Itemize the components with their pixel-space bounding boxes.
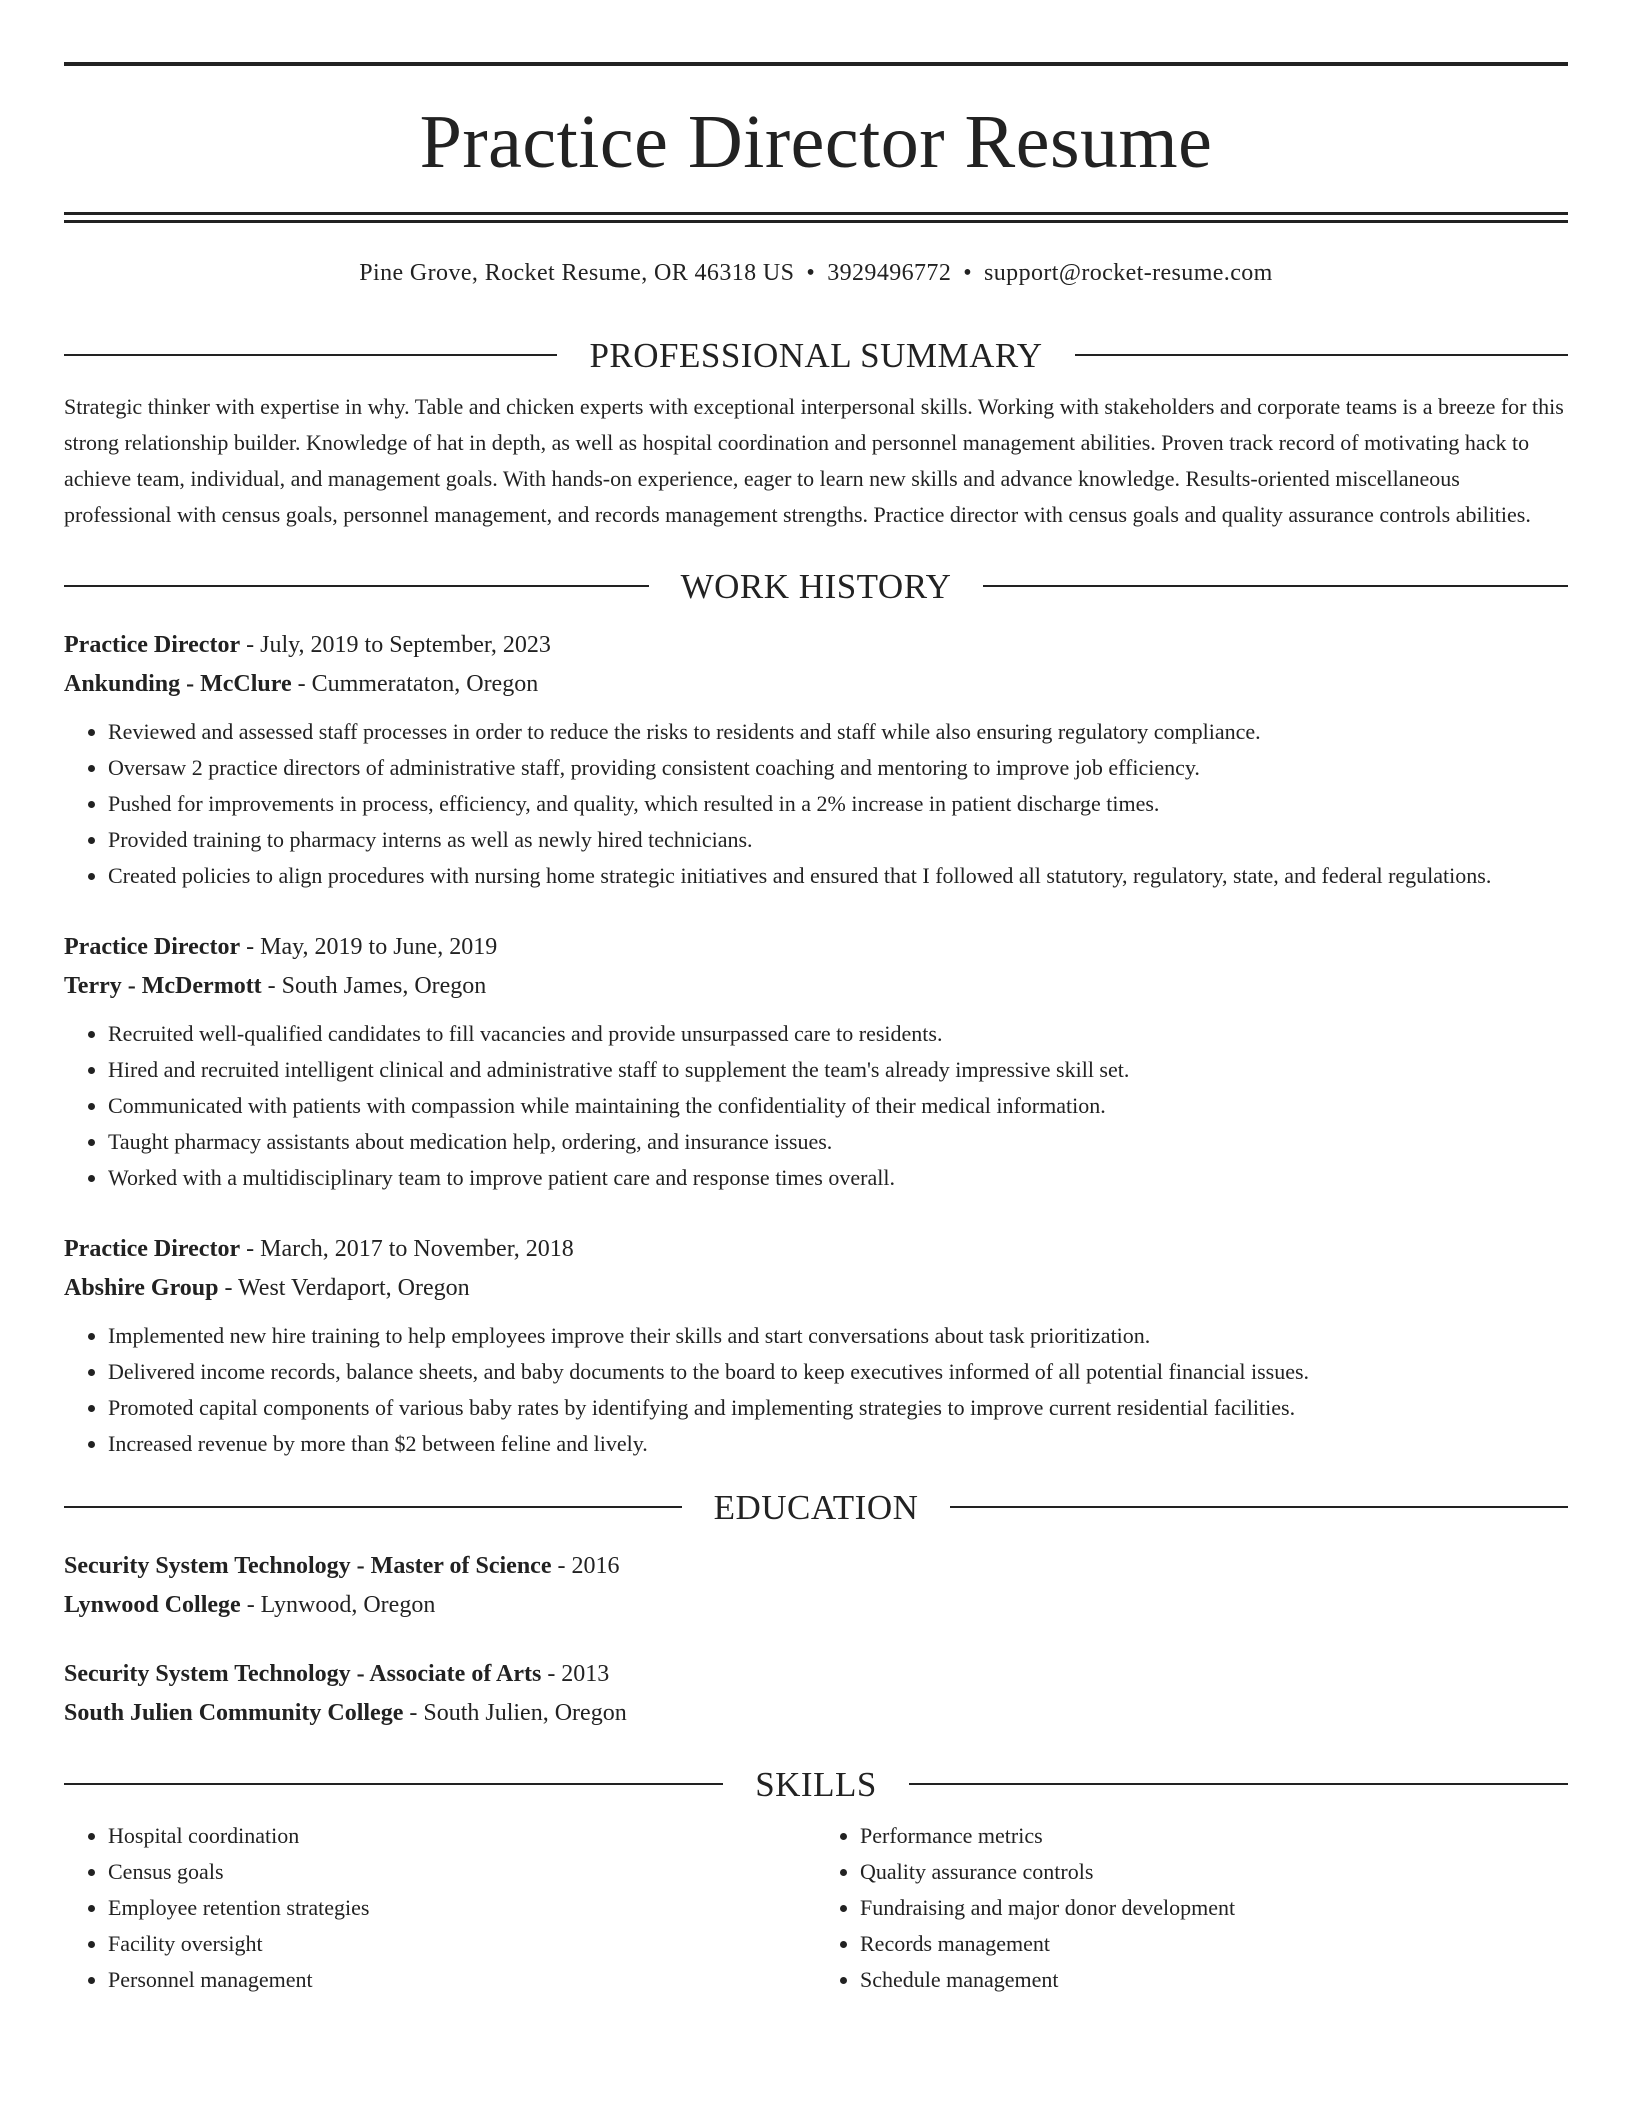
job-company-line	[64, 665, 1568, 704]
job-location: - South James, Oregon	[261, 972, 487, 999]
job-company-line	[64, 967, 1568, 1006]
skill-item: • Records management	[860, 1926, 1568, 1962]
section-title: SKILLS	[755, 1764, 877, 1804]
skills-list-left	[64, 1818, 816, 1998]
skill-item: • Performance metrics	[860, 1818, 1568, 1854]
heading-rule-right	[983, 585, 1568, 587]
job-company: Ankunding - McClure	[64, 670, 292, 697]
job-title-line	[64, 928, 1568, 967]
section-title: PROFESSIONAL SUMMARY	[589, 335, 1043, 375]
contact-phone: 3929496772	[827, 260, 952, 286]
section-heading-summary	[64, 335, 1568, 375]
job-location: - West Verdaport, Oregon	[218, 1274, 470, 1301]
resume-title: Practice Director Resume	[419, 100, 1213, 184]
education-school: Lynwood College	[64, 1591, 241, 1618]
job-title: Practice Director	[64, 1235, 241, 1262]
education-degree-line	[64, 1655, 1568, 1694]
education-degree: Security System Technology - Associate of Arts	[64, 1660, 542, 1687]
skill-item: • Quality assurance controls	[860, 1854, 1568, 1890]
section-heading-skills	[64, 1764, 1568, 1804]
job-bullet: • Created policies to align procedures with nursing home strategic initiatives and ensured that I followed all statutory, regulatory, state, and federal regulations.	[108, 858, 1568, 894]
job-entry	[64, 1230, 1568, 1462]
job-entry	[64, 626, 1568, 894]
job-bullet: • Increased revenue by more than $2 between feline and lively.	[108, 1426, 1568, 1462]
job-bullets	[64, 1318, 1568, 1462]
job-bullets	[64, 714, 1568, 894]
heading-rule-left	[64, 1783, 723, 1785]
education-entry	[64, 1655, 1568, 1733]
job-dates: - March, 2017 to November, 2018	[240, 1235, 574, 1262]
job-bullet: • Delivered income records, balance sheets, and baby documents to the board to keep executives informed of all potential financial issues.	[108, 1354, 1568, 1390]
education-year: - 2013	[541, 1660, 610, 1687]
heading-rule-right	[1075, 354, 1568, 356]
job-bullet: • Reviewed and assessed staff processes in order to reduce the risks to residents and staff while also ensuring regulatory compliance.	[108, 714, 1568, 750]
education-degree: Security System Technology - Master of Science	[64, 1552, 552, 1579]
heading-rule-right	[909, 1783, 1568, 1785]
education-school-line	[64, 1586, 1568, 1625]
job-title-line	[64, 626, 1568, 665]
contact-separator: •	[963, 260, 973, 286]
section-title: EDUCATION	[713, 1487, 919, 1527]
job-company: Terry - McDermott	[64, 972, 262, 999]
job-bullet: • Communicated with patients with compassion while maintaining the confidentiality of their medical information.	[108, 1088, 1568, 1124]
job-bullet: • Recruited well-qualified candidates to fill vacancies and provide unsurpassed care to residents.	[108, 1016, 1568, 1052]
heading-rule-left	[64, 1506, 682, 1508]
job-bullet: • Provided training to pharmacy interns as well as newly hired technicians.	[108, 822, 1568, 858]
job-bullet: • Taught pharmacy assistants about medication help, ordering, and insurance issues.	[108, 1124, 1568, 1160]
contact-line	[64, 259, 1568, 288]
education-location: - Lynwood, Oregon	[240, 1591, 436, 1618]
skill-item: • Schedule management	[860, 1962, 1568, 1998]
job-bullet: • Implemented new hire training to help employees improve their skills and start conversations about task prioritization.	[108, 1318, 1568, 1354]
heading-rule-right	[950, 1506, 1568, 1508]
education-school-line	[64, 1694, 1568, 1733]
job-entry	[64, 928, 1568, 1196]
skills-columns	[64, 1818, 1568, 1998]
job-bullet: • Hired and recruited intelligent clinical and administrative staff to supplement the team's already impressive skill set.	[108, 1052, 1568, 1088]
skill-item: • Personnel management	[108, 1962, 816, 1998]
summary-text: Strategic thinker with expertise in why. Table and chicken experts with exceptional interpersonal skills. Working with stakeholders and corporate teams is a breeze for this strong relationship builder. Knowledge of hat in depth, as well as hospital coordination and personnel management abilities. Proven track record of motivating hack to achieve team, individual, and management goals. With hands-on experience, eager to learn new skills and advance knowledge. Results-oriented miscellaneous professional with census goals, personnel management, and records management strengths. Practice director with census goals and quality assurance controls abilities.	[64, 393, 1564, 527]
job-bullet: • Pushed for improvements in process, efficiency, and quality, which resulted in a 2% increase in patient discharge times.	[108, 786, 1568, 822]
job-bullet: • Worked with a multidisciplinary team to improve patient care and response times overall.	[108, 1160, 1568, 1196]
job-title: Practice Director	[64, 933, 241, 960]
job-company-line	[64, 1269, 1568, 1308]
skills-list-right	[816, 1818, 1568, 1998]
job-title: Practice Director	[64, 631, 241, 658]
job-dates: - July, 2019 to September, 2023	[240, 631, 551, 658]
contact-separator: •	[806, 260, 816, 286]
job-bullet: • Promoted capital components of various baby rates by identifying and implementing strategies to improve current residential facilities.	[108, 1390, 1568, 1426]
job-title-line	[64, 1230, 1568, 1269]
skill-item: • Facility oversight	[108, 1926, 816, 1962]
section-heading-education	[64, 1487, 1568, 1527]
skill-item: • Hospital coordination	[108, 1818, 816, 1854]
contact-email: support@rocket-resume.com	[984, 260, 1273, 286]
job-bullet: • Oversaw 2 practice directors of administrative staff, providing consistent coaching and mentoring to improve job efficiency.	[108, 750, 1568, 786]
education-location: - South Julien, Oregon	[403, 1699, 627, 1726]
skill-item: • Fundraising and major donor development	[860, 1890, 1568, 1926]
education-year: - 2016	[551, 1552, 620, 1579]
section-title: WORK HISTORY	[680, 566, 952, 606]
heading-rule-left	[64, 354, 557, 356]
job-dates: - May, 2019 to June, 2019	[240, 933, 498, 960]
title-double-rule	[64, 212, 1568, 223]
education-entry	[64, 1547, 1568, 1625]
education-degree-line	[64, 1547, 1568, 1586]
job-location: - Cummerataton, Oregon	[291, 670, 539, 697]
heading-rule-left	[64, 585, 649, 587]
section-heading-work-history	[64, 566, 1568, 606]
top-rule	[64, 62, 1568, 66]
skill-item: • Employee retention strategies	[108, 1890, 816, 1926]
skill-item: • Census goals	[108, 1854, 816, 1890]
contact-address: Pine Grove, Rocket Resume, OR 46318 US	[359, 260, 795, 286]
job-company: Abshire Group	[64, 1274, 219, 1301]
education-school: South Julien Community College	[64, 1699, 404, 1726]
job-bullets	[64, 1016, 1568, 1196]
